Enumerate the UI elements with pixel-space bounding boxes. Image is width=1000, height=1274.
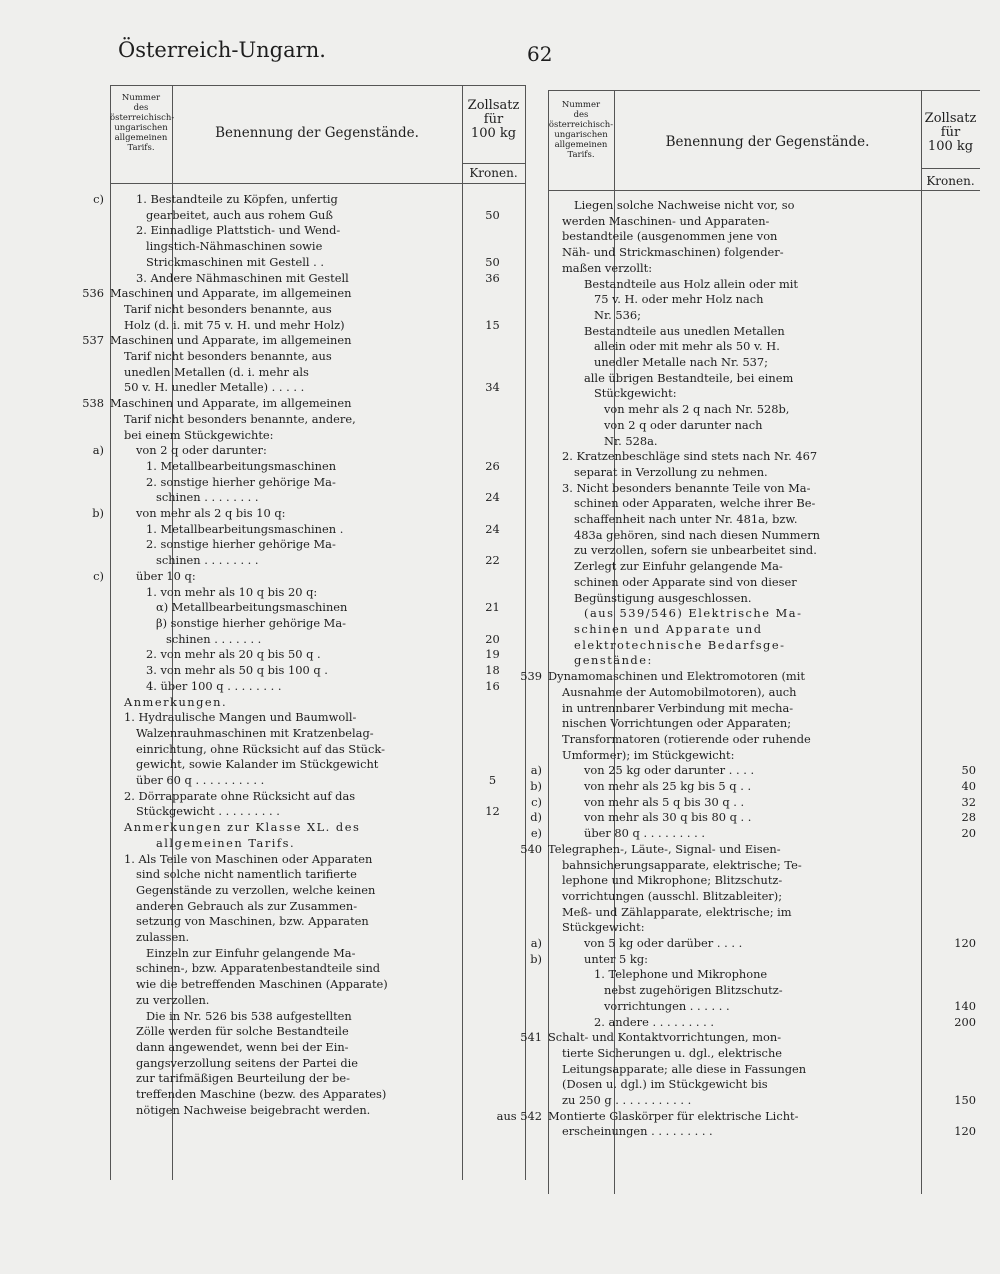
item-description: Zölle werden für solche Bestandteile xyxy=(136,1024,349,1039)
duty-rate: 18 xyxy=(485,663,500,678)
duty-rate: 19 xyxy=(485,647,500,662)
table-row xyxy=(494,418,980,434)
item-description: Dynamomaschinen und Elektromotoren (mit xyxy=(548,669,805,684)
item-description: Die in Nr. 526 bis 538 aufgestellten xyxy=(146,1008,352,1023)
item-description: Näh- und Strickmaschinen) folgender- xyxy=(562,245,784,260)
tariff-number: 540 xyxy=(520,841,542,856)
table-row xyxy=(66,600,526,616)
item-description: separat in Verzollung zu nehmen. xyxy=(574,464,768,479)
table-row xyxy=(66,632,526,648)
item-description: lephone und Mikrophone; Blitzschutz- xyxy=(562,873,783,888)
table-row xyxy=(494,748,980,764)
item-description: Strickmaschinen mit Gestell . . xyxy=(146,254,324,269)
tariff-number: 538 xyxy=(82,396,104,411)
item-description: dann angewendet, wenn bei der Ein- xyxy=(136,1039,349,1054)
item-description: Bestandteile aus unedlen Metallen xyxy=(584,323,785,338)
table-row xyxy=(66,255,526,271)
table-row xyxy=(494,701,980,717)
table-row xyxy=(66,585,526,601)
table-row xyxy=(494,355,980,371)
item-description: β) sonstige hierher gehörige Ma- xyxy=(156,615,346,630)
item-description: von mehr als 25 kg bis 5 q . . xyxy=(584,779,752,794)
item-description: 3. von mehr als 50 q bis 100 q . xyxy=(146,663,328,678)
item-description: Leitungsapparate; alle diese in Fassungen xyxy=(562,1061,807,1076)
column-header-unit: Kronen. xyxy=(926,174,975,188)
table-row xyxy=(66,663,526,679)
item-description: bahnsicherungsapparate, elektrische; Te- xyxy=(562,857,802,872)
item-description: über 60 q . . . . . . . . . . xyxy=(136,773,265,788)
item-description: lingstich-Nähmaschinen sowie xyxy=(146,239,323,254)
item-description: schinen . . . . . . . xyxy=(166,631,262,646)
table-row xyxy=(494,1030,980,1046)
table-row xyxy=(494,967,980,983)
table-row xyxy=(66,1071,526,1087)
table-row xyxy=(494,669,980,685)
item-description: 75 v. H. oder mehr Holz nach xyxy=(594,292,764,307)
column-header-unit: Kronen. xyxy=(469,166,518,180)
table-row xyxy=(494,481,980,497)
table-row xyxy=(66,899,526,915)
tariff-number: 541 xyxy=(520,1030,542,1045)
duty-rate: 20 xyxy=(485,631,500,646)
item-description: 1. Als Teile von Maschinen oder Apparaten xyxy=(124,851,373,866)
item-description: schinen . . . . . . . . xyxy=(156,490,259,505)
tariff-number: c) xyxy=(93,568,104,583)
item-description: unedler Metalle nach Nr. 537; xyxy=(594,355,769,370)
table-row xyxy=(494,905,980,921)
tariff-number: a) xyxy=(92,443,104,458)
item-description: Begünstigung ausgeschlossen. xyxy=(574,590,752,605)
table-row xyxy=(66,742,526,758)
duty-rate: 28 xyxy=(961,810,976,825)
table-row xyxy=(66,804,526,820)
table-row xyxy=(494,402,980,418)
tariff-number: aus 542 xyxy=(496,1108,542,1123)
item-description: zu 250 g . . . . . . . . . . . xyxy=(562,1093,692,1108)
item-description: von mehr als 2 q nach Nr. 528b, xyxy=(604,402,790,417)
item-description: bei einem Stückgewichte: xyxy=(124,427,274,442)
table-row xyxy=(494,1109,980,1125)
table-row xyxy=(494,308,980,324)
item-description: Walzenrauhmaschinen mit Kratzenbelag- xyxy=(136,725,374,740)
table-row xyxy=(494,622,980,638)
item-description: erscheinungen . . . . . . . . . xyxy=(562,1124,713,1139)
table-row xyxy=(66,852,526,868)
table-row xyxy=(494,638,980,654)
item-description: 483a gehören, sind nach diesen Nummern xyxy=(574,527,820,542)
table-row xyxy=(66,475,526,491)
table-row xyxy=(66,569,526,585)
item-description: 3. Nicht besonders benannte Teile von Ma- xyxy=(562,480,811,495)
item-description: Maschinen und Apparate, im allgemeinen xyxy=(110,286,352,301)
table-row xyxy=(66,726,526,742)
item-description: zu verzollen, sofern sie unbearbeitet sind. xyxy=(574,543,817,558)
duty-rate: 12 xyxy=(485,804,500,819)
item-description: maßen verzollt: xyxy=(562,260,653,275)
item-description: Maschinen und Apparate, im allgemeinen xyxy=(110,396,352,411)
table-row xyxy=(66,1009,526,1025)
table-row xyxy=(66,789,526,805)
tariff-number: d) xyxy=(530,810,542,825)
table-row xyxy=(66,616,526,632)
item-description: 2. Einnadlige Plattstich- und Wend- xyxy=(136,223,341,238)
table-row xyxy=(494,810,980,826)
table-row xyxy=(494,920,980,936)
table-row xyxy=(494,999,980,1015)
item-description: 50 v. H. unedler Metalle) . . . . . xyxy=(124,380,305,395)
item-description: treffenden Maschine (bezw. des Apparates) xyxy=(136,1087,387,1102)
item-description: α) Metallbearbeitungsmaschinen xyxy=(156,600,348,615)
table-row xyxy=(66,223,526,239)
table-row xyxy=(66,522,526,538)
duty-rate: 15 xyxy=(485,317,500,332)
table-row xyxy=(494,1093,980,1109)
table-row xyxy=(66,961,526,977)
item-description: zu verzollen. xyxy=(136,992,210,1007)
table-row xyxy=(66,1056,526,1072)
left-rows xyxy=(66,192,526,1118)
duty-rate: 120 xyxy=(954,1124,976,1139)
item-description: genstände: xyxy=(574,653,653,668)
item-description: von mehr als 2 q bis 10 q: xyxy=(136,506,286,521)
item-description: schinen-, bzw. Apparatenbestandteile sind xyxy=(136,961,381,976)
table-row xyxy=(66,365,526,381)
table-row xyxy=(494,591,980,607)
tariff-number: 536 xyxy=(82,286,104,301)
item-description: von mehr als 5 q bis 30 q . . xyxy=(584,794,745,809)
item-description: schinen . . . . . . . . xyxy=(156,553,259,568)
table-row xyxy=(66,192,526,208)
table-row xyxy=(494,371,980,387)
table-row xyxy=(494,528,980,544)
table-row xyxy=(66,537,526,553)
table-row xyxy=(66,773,526,789)
item-description: 2. Kratzenbeschläge sind stets nach Nr. 467 xyxy=(562,449,818,464)
table-row xyxy=(66,396,526,412)
table-row xyxy=(66,757,526,773)
table-row xyxy=(494,324,980,340)
tariff-number: 539 xyxy=(520,669,542,684)
item-description: 1. Metallbearbeitungsmaschinen . xyxy=(146,521,344,536)
table-row xyxy=(494,229,980,245)
table-row xyxy=(66,679,526,695)
item-description: von 2 q oder darunter nach xyxy=(604,417,763,432)
duty-rate: 200 xyxy=(954,1014,976,1029)
item-description: von 5 kg oder darüber . . . . xyxy=(584,936,743,951)
table-row xyxy=(66,271,526,287)
table-row xyxy=(494,575,980,591)
table-row xyxy=(66,428,526,444)
table-row xyxy=(66,710,526,726)
table-row xyxy=(494,261,980,277)
item-description: (Dosen u. dgl.) im Stückgewicht bis xyxy=(562,1077,768,1092)
item-description: Stückgewicht . . . . . . . . . xyxy=(136,804,280,819)
table-row xyxy=(66,1087,526,1103)
item-description: Stückgewicht: xyxy=(594,386,677,401)
item-description: Holz (d. i. mit 75 v. H. und mehr Holz) xyxy=(124,317,345,332)
duty-rate: 50 xyxy=(485,207,500,222)
item-description: 1. Bestandteile zu Köpfen, unfertig xyxy=(136,192,338,206)
table-row xyxy=(494,763,980,779)
item-description: Nr. 536; xyxy=(594,307,641,322)
duty-rate: 150 xyxy=(954,1093,976,1108)
table-row xyxy=(66,867,526,883)
duty-rate: 5 xyxy=(488,773,497,788)
item-description: anderen Gebrauch als zur Zusammen- xyxy=(136,898,358,913)
tariff-number: b) xyxy=(92,506,104,521)
table-row xyxy=(66,208,526,224)
item-description: 1. Hydraulische Mangen und Baumwoll- xyxy=(124,710,357,725)
column-header-rate: Zollsatz für 100 kg xyxy=(467,98,520,141)
running-title: Österreich-Ungarn. xyxy=(118,38,326,62)
item-description: über 10 q: xyxy=(136,568,196,583)
item-description: Tarif nicht besonders benannte, andere, xyxy=(124,411,356,426)
table-row xyxy=(494,858,980,874)
item-description: 2. sonstige hierher gehörige Ma- xyxy=(146,474,336,489)
duty-rate: 34 xyxy=(485,380,500,395)
right-rows xyxy=(494,198,980,1140)
table-row xyxy=(494,1124,980,1140)
item-description: 4. über 100 q . . . . . . . . xyxy=(146,678,282,693)
table-row xyxy=(66,239,526,255)
item-description: Maschinen und Apparate, im allgemeinen xyxy=(110,333,352,348)
table-row xyxy=(66,459,526,475)
item-description: Ausnahme der Automobilmotoren), auch xyxy=(562,684,797,699)
table-row xyxy=(494,1077,980,1093)
column-header-rate: Zollsatz für 100 kg xyxy=(924,111,977,154)
item-description: gewicht, sowie Kalander im Stückgewicht xyxy=(136,757,379,772)
item-description: von 2 q oder darunter: xyxy=(136,443,267,458)
item-description: Liegen solche Nachweise nicht vor, so xyxy=(574,198,795,212)
item-description: Transformatoren (rotierende oder ruhende xyxy=(562,731,811,746)
tariff-number: b) xyxy=(530,779,542,794)
item-description: 2. sonstige hierher gehörige Ma- xyxy=(146,537,336,552)
table-row xyxy=(494,559,980,575)
item-description: schinen und Apparate und xyxy=(574,621,763,636)
item-description: Anmerkungen zur Klasse XL. des xyxy=(124,820,361,835)
table-row xyxy=(66,977,526,993)
item-description: Telegraphen-, Läute-, Signal- und Eisen- xyxy=(548,841,781,856)
tariff-table-left xyxy=(82,85,526,1180)
item-description: Bestandteile aus Holz allein oder mit xyxy=(584,276,798,291)
item-description: Anmerkungen. xyxy=(124,694,228,709)
item-description: Umformer); im Stückgewicht: xyxy=(562,747,735,762)
table-row xyxy=(494,543,980,559)
table-row xyxy=(66,695,526,711)
item-description: Stückgewicht: xyxy=(562,920,645,935)
item-description: tierte Sicherungen u. dgl., elektrische xyxy=(562,1045,783,1060)
item-description: werden Maschinen- und Apparaten- xyxy=(562,213,770,228)
item-description: 2. Dörrapparate ohne Rücksicht auf das xyxy=(124,788,356,803)
item-description: 2. andere . . . . . . . . . xyxy=(594,1014,715,1029)
duty-rate: 50 xyxy=(961,763,976,778)
table-row xyxy=(494,795,980,811)
table-row xyxy=(494,842,980,858)
item-description: nötigen Nachweise beigebracht werden. xyxy=(136,1102,371,1117)
table-row xyxy=(66,930,526,946)
table-row xyxy=(66,993,526,1009)
item-description: bestandteile (ausgenommen jene von xyxy=(562,229,778,244)
item-description: zur tarifmäßigen Beurteilung der be- xyxy=(136,1071,350,1086)
item-description: 1. Telephone und Mikrophone xyxy=(594,967,768,982)
duty-rate: 32 xyxy=(961,794,976,809)
table-row xyxy=(494,779,980,795)
column-header-number: Nummer des österreichisch- ungarischen allgemeinen Tarifs. xyxy=(548,100,614,160)
tariff-number: c) xyxy=(531,794,542,809)
page-header xyxy=(0,30,1000,70)
table-row xyxy=(66,443,526,459)
table-row xyxy=(494,198,980,214)
table-row xyxy=(66,820,526,836)
duty-rate: 22 xyxy=(485,553,500,568)
tariff-number: a) xyxy=(530,936,542,951)
item-description: elektrotechnische Bedarfsge- xyxy=(574,637,786,652)
table-row xyxy=(66,506,526,522)
table-row xyxy=(494,653,980,669)
item-description: alle übrigen Bestandteile, bei einem xyxy=(584,370,794,385)
table-row xyxy=(494,465,980,481)
tariff-number: 537 xyxy=(82,333,104,348)
table-row xyxy=(66,302,526,318)
table-row xyxy=(494,245,980,261)
table-row xyxy=(494,873,980,889)
item-description: Montierte Glaskörper für elektrische Licht- xyxy=(548,1108,799,1123)
item-description: schaffenheit nach unter Nr. 481a, bzw. xyxy=(574,512,798,527)
tariff-number: b) xyxy=(530,951,542,966)
table-row xyxy=(494,889,980,905)
item-description: Nr. 528a. xyxy=(604,433,658,448)
table-row xyxy=(494,214,980,230)
duty-rate: 24 xyxy=(485,521,500,536)
table-row xyxy=(494,339,980,355)
tariff-table-right xyxy=(496,90,980,1194)
item-description: allgemeinen Tarifs. xyxy=(156,835,296,850)
table-row xyxy=(66,553,526,569)
item-description: unedlen Metallen (d. i. mehr als xyxy=(124,364,309,379)
item-description: Gegenstände zu verzollen, welche keinen xyxy=(136,882,376,897)
duty-rate: 20 xyxy=(961,826,976,841)
table-row xyxy=(494,732,980,748)
duty-rate: 21 xyxy=(485,600,500,615)
item-description: wie die betreffenden Maschinen (Apparate) xyxy=(136,977,388,992)
item-description: Einzeln zur Einfuhr gelangende Ma- xyxy=(146,945,356,960)
tariff-number: c) xyxy=(93,192,104,206)
table-row xyxy=(494,983,980,999)
item-description: schinen oder Apparaten, welche ihrer Be- xyxy=(574,496,816,511)
table-row xyxy=(494,936,980,952)
duty-rate: 24 xyxy=(485,490,500,505)
table-row xyxy=(66,836,526,852)
table-row xyxy=(66,412,526,428)
table-row xyxy=(66,318,526,334)
column-header-number: Nummer des österreichisch- ungarischen allgemeinen Tarifs. xyxy=(110,93,175,153)
item-description: Tarif nicht besonders benannte, aus xyxy=(124,301,332,316)
item-description: gangsverzollung seitens der Partei die xyxy=(136,1055,359,1070)
item-description: Zerlegt zur Einfuhr gelangende Ma- xyxy=(574,559,783,574)
table-row xyxy=(494,1046,980,1062)
item-description: (aus 539/546) Elektrische Ma- xyxy=(584,606,803,621)
item-description: 1. Metallbearbeitungsmaschinen xyxy=(146,458,337,473)
item-description: 1. von mehr als 10 q bis 20 q: xyxy=(146,584,318,599)
column-header-name: Benennung der Gegenstände. xyxy=(665,134,870,150)
table-row xyxy=(494,496,980,512)
item-description: gearbeitet, auch aus rohem Guß xyxy=(146,207,333,222)
item-description: allein oder mit mehr als 50 v. H. xyxy=(594,339,780,354)
item-description: Meß- und Zählapparate, elektrische; im xyxy=(562,904,792,919)
duty-rate: 36 xyxy=(485,270,500,285)
item-description: schinen oder Apparate sind von dieser xyxy=(574,574,797,589)
table-row xyxy=(494,292,980,308)
item-description: Schalt- und Kontaktvorrichtungen, mon- xyxy=(548,1030,782,1045)
table-row xyxy=(66,286,526,302)
item-description: 2. von mehr als 20 q bis 50 q . xyxy=(146,647,321,662)
table-row xyxy=(494,1062,980,1078)
table-row xyxy=(66,1024,526,1040)
tariff-number: a) xyxy=(530,763,542,778)
table-row xyxy=(66,349,526,365)
table-row xyxy=(66,1040,526,1056)
item-description: setzung von Maschinen, bzw. Apparaten xyxy=(136,914,369,929)
item-description: 3. Andere Nähmaschinen mit Gestell xyxy=(136,270,349,285)
duty-rate: 26 xyxy=(485,458,500,473)
duty-rate: 50 xyxy=(485,254,500,269)
table-row xyxy=(494,606,980,622)
table-row xyxy=(66,380,526,396)
item-description: Tarif nicht besonders benannte, aus xyxy=(124,349,332,364)
table-row xyxy=(494,952,980,968)
table-row xyxy=(494,449,980,465)
item-description: vorrichtungen (ausschl. Blitzableiter); xyxy=(562,888,783,903)
table-row xyxy=(66,883,526,899)
item-description: vorrichtungen . . . . . . xyxy=(604,998,730,1013)
table-row xyxy=(494,685,980,701)
table-row xyxy=(66,946,526,962)
column-header-name: Benennung der Gegenstände. xyxy=(215,125,419,141)
table-row xyxy=(66,490,526,506)
table-row xyxy=(494,386,980,402)
item-description: in untrennbarer Verbindung mit mecha- xyxy=(562,700,794,715)
table-row xyxy=(494,434,980,450)
duty-rate: 16 xyxy=(485,678,500,693)
item-description: nebst zugehörigen Blitzschutz- xyxy=(604,983,783,998)
item-description: zulassen. xyxy=(136,930,190,945)
table-row xyxy=(66,647,526,663)
table-row xyxy=(494,277,980,293)
duty-rate: 40 xyxy=(961,779,976,794)
table-row xyxy=(66,1103,526,1119)
duty-rate: 120 xyxy=(954,936,976,951)
tariff-number: e) xyxy=(530,826,542,841)
table-row xyxy=(494,1015,980,1031)
item-description: sind solche nicht namentlich tarifierte xyxy=(136,867,357,882)
item-description: einrichtung, ohne Rücksicht auf das Stück- xyxy=(136,741,385,756)
table-row xyxy=(66,914,526,930)
item-description: von 25 kg oder darunter . . . . xyxy=(584,763,755,778)
item-description: unter 5 kg: xyxy=(584,951,648,966)
item-description: über 80 q . . . . . . . . . xyxy=(584,826,706,841)
table-row xyxy=(494,826,980,842)
item-description: nischen Vorrichtungen oder Apparaten; xyxy=(562,716,792,731)
duty-rate: 140 xyxy=(954,998,976,1013)
item-description: von mehr als 30 q bis 80 q . . xyxy=(584,810,752,825)
table-row xyxy=(494,716,980,732)
table-row xyxy=(494,512,980,528)
page-number: 62 xyxy=(527,42,553,66)
table-row xyxy=(66,333,526,349)
